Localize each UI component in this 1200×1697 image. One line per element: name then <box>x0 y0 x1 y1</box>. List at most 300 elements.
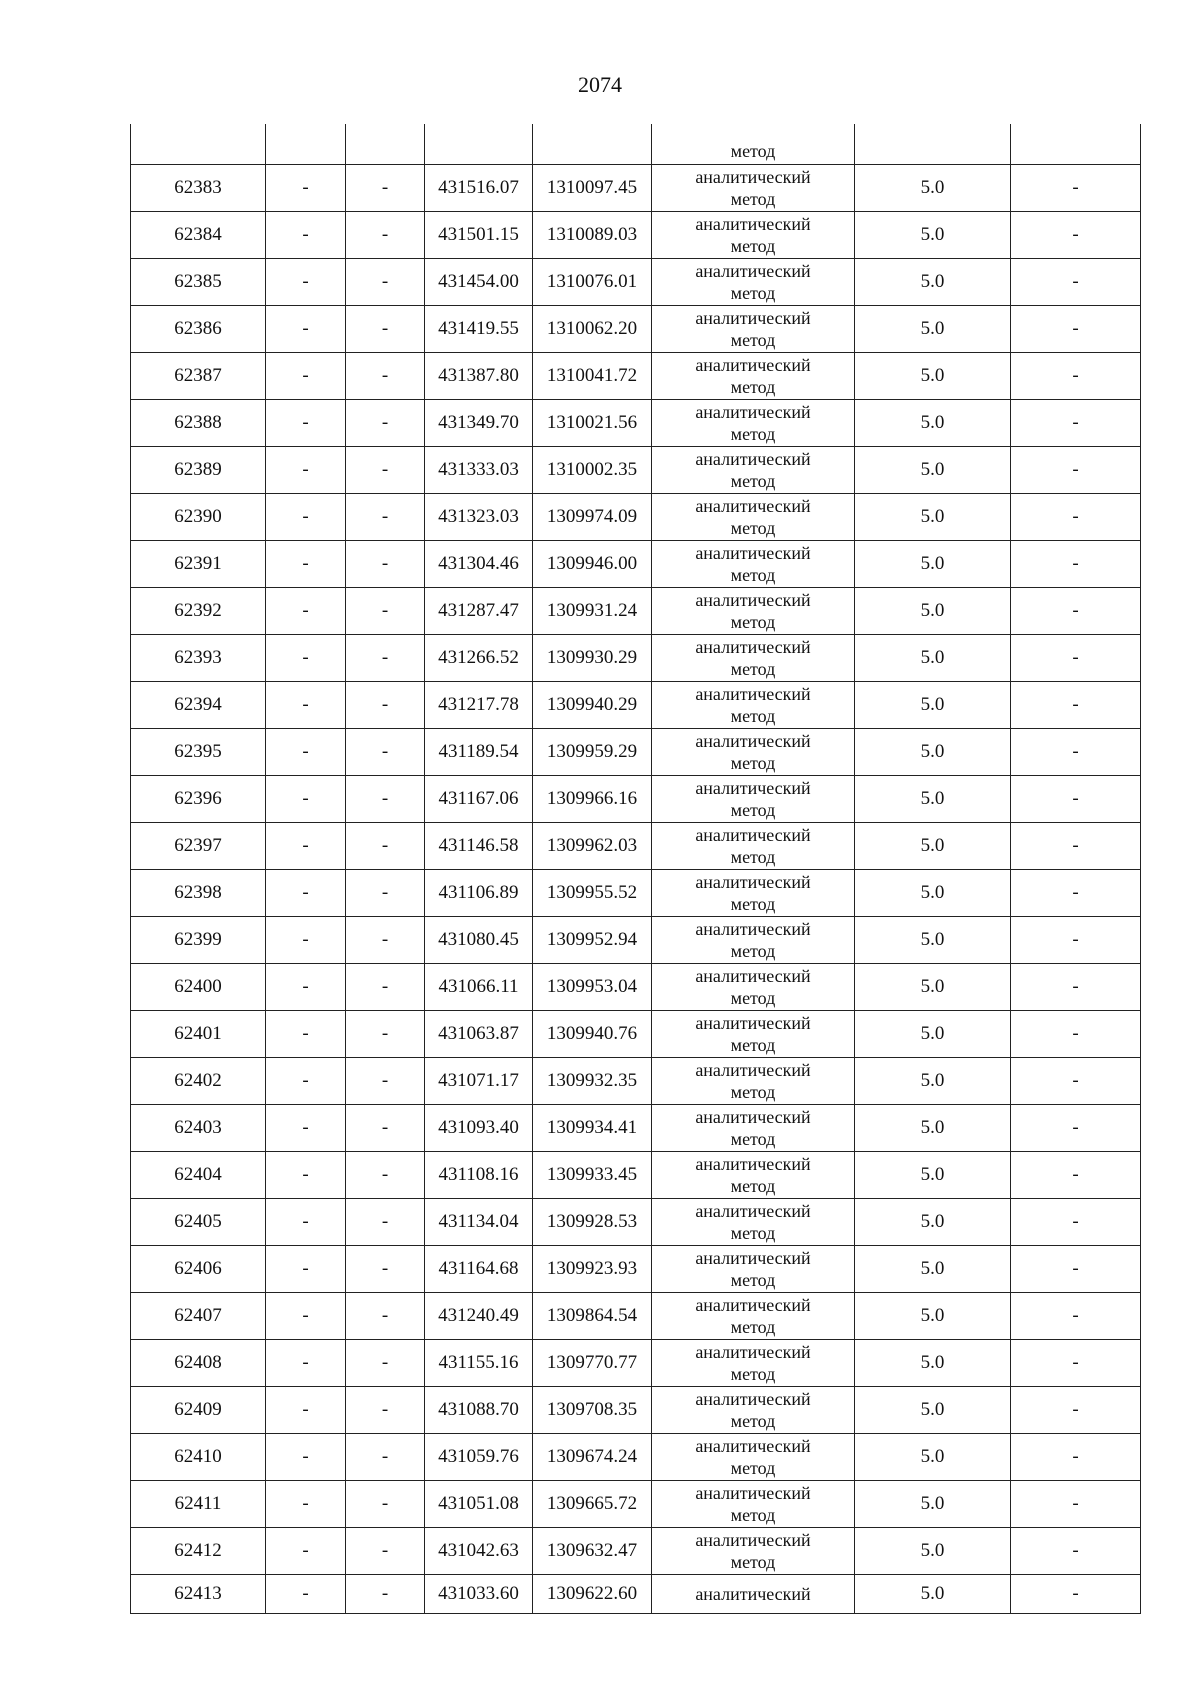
cell-x: 431419.55 <box>425 306 533 353</box>
cell-x: 431164.68 <box>425 1246 533 1293</box>
cell-note: - <box>1011 964 1141 1011</box>
cell-y: 1309940.76 <box>533 1011 652 1058</box>
cell-c2: - <box>266 1434 346 1481</box>
cell-x: 431093.40 <box>425 1105 533 1152</box>
cell-id: 62412 <box>131 1528 266 1575</box>
cell-note: - <box>1011 1011 1141 1058</box>
cell-method <box>652 964 855 1011</box>
cell-y: 1309864.54 <box>533 1293 652 1340</box>
cell-c2: - <box>266 1528 346 1575</box>
method-line-1: аналитический <box>695 684 811 704</box>
method-line-1: аналитический <box>695 496 811 516</box>
cell-c3: - <box>346 1011 425 1058</box>
method-line-2: метод <box>730 236 776 256</box>
coordinates-table <box>130 124 1141 1614</box>
cell-c3: - <box>346 165 425 212</box>
cell-c3: - <box>346 1105 425 1152</box>
method-line-2: метод <box>730 1364 776 1384</box>
table-row <box>131 870 1141 917</box>
cell-id: 62389 <box>131 447 266 494</box>
cell-id: 62395 <box>131 729 266 776</box>
cell-c2: - <box>266 447 346 494</box>
table-row <box>131 1528 1141 1575</box>
method-line-1: аналитический <box>695 637 811 657</box>
cell-c2: - <box>266 870 346 917</box>
cell-c3: - <box>346 259 425 306</box>
cell-accuracy: 5.0 <box>855 729 1011 776</box>
cell-method <box>652 212 855 259</box>
cell-x <box>425 124 533 165</box>
method-line-1: аналитический <box>695 1060 811 1080</box>
method-line-1: аналитический <box>695 261 811 281</box>
cell-accuracy: 5.0 <box>855 212 1011 259</box>
method-line-2: метод <box>730 1411 776 1431</box>
cell-c3: - <box>346 212 425 259</box>
cell-id: 62390 <box>131 494 266 541</box>
table-row <box>131 1152 1141 1199</box>
cell-c2: - <box>266 1105 346 1152</box>
cell-note: - <box>1011 823 1141 870</box>
cell-accuracy: 5.0 <box>855 1011 1011 1058</box>
method-line-2: метод <box>730 565 776 585</box>
method-line-1: аналитический <box>695 355 811 375</box>
method-line-2: метод <box>730 612 776 632</box>
cell-note: - <box>1011 776 1141 823</box>
cell-id: 62408 <box>131 1340 266 1387</box>
cell-y: 1310002.35 <box>533 447 652 494</box>
cell-note: - <box>1011 259 1141 306</box>
cell-method: метод <box>652 124 855 165</box>
cell-y: 1309959.29 <box>533 729 652 776</box>
table-row <box>131 1481 1141 1528</box>
table-row <box>131 682 1141 729</box>
table-row <box>131 729 1141 776</box>
cell-accuracy: 5.0 <box>855 1481 1011 1528</box>
cell-y <box>533 124 652 165</box>
cell-y: 1309952.94 <box>533 917 652 964</box>
table-row <box>131 1058 1141 1105</box>
method-line-2: метод <box>730 1129 776 1149</box>
cell-x: 431059.76 <box>425 1434 533 1481</box>
cell-c2: - <box>266 917 346 964</box>
cell-id: 62409 <box>131 1387 266 1434</box>
cell-note: - <box>1011 306 1141 353</box>
cell-id: 62393 <box>131 635 266 682</box>
cell-id: 62386 <box>131 306 266 353</box>
cell-c2: - <box>266 964 346 1011</box>
cell-y: 1310021.56 <box>533 400 652 447</box>
method-line-2: метод <box>730 988 776 1008</box>
cell-y: 1309665.72 <box>533 1481 652 1528</box>
cell-x: 431042.63 <box>425 1528 533 1575</box>
cell-id: 62391 <box>131 541 266 588</box>
cell-c2: - <box>266 823 346 870</box>
cell-x: 431189.54 <box>425 729 533 776</box>
cell-id: 62401 <box>131 1011 266 1058</box>
cell-note: - <box>1011 917 1141 964</box>
cell-y: 1309930.29 <box>533 635 652 682</box>
cell-y: 1309974.09 <box>533 494 652 541</box>
cell-id: 62407 <box>131 1293 266 1340</box>
table-row <box>131 1434 1141 1481</box>
cell-id: 62404 <box>131 1152 266 1199</box>
cell-method <box>652 635 855 682</box>
cell-method <box>652 1340 855 1387</box>
table-row <box>131 494 1141 541</box>
method-line-1: аналитический <box>695 1201 811 1221</box>
table-row <box>131 212 1141 259</box>
cell-method <box>652 1152 855 1199</box>
table-row <box>131 306 1141 353</box>
cell-c3: - <box>346 823 425 870</box>
cell-y: 1309622.60 <box>533 1575 652 1614</box>
cell-accuracy: 5.0 <box>855 494 1011 541</box>
cell-note: - <box>1011 1246 1141 1293</box>
cell-accuracy: 5.0 <box>855 870 1011 917</box>
cell-c3: - <box>346 1246 425 1293</box>
cell-accuracy: 5.0 <box>855 400 1011 447</box>
cell-y: 1309966.16 <box>533 776 652 823</box>
cell-method <box>652 1199 855 1246</box>
cell-c3: - <box>346 400 425 447</box>
cell-c3: - <box>346 447 425 494</box>
table-row <box>131 588 1141 635</box>
cell-x: 431516.07 <box>425 165 533 212</box>
cell-x: 431108.16 <box>425 1152 533 1199</box>
cell-id <box>131 124 266 165</box>
cell-method <box>652 1481 855 1528</box>
cell-accuracy: 5.0 <box>855 1434 1011 1481</box>
method-line-2: метод <box>730 424 776 444</box>
method-line-1: аналитический <box>695 1248 811 1268</box>
cell-accuracy: 5.0 <box>855 353 1011 400</box>
method-line-2: метод <box>730 1505 776 1525</box>
cell-note: - <box>1011 588 1141 635</box>
cell-accuracy: 5.0 <box>855 259 1011 306</box>
cell-c3: - <box>346 729 425 776</box>
cell-method <box>652 1058 855 1105</box>
method-line-2: метод <box>730 1082 776 1102</box>
cell-accuracy: 5.0 <box>855 776 1011 823</box>
cell-c2: - <box>266 165 346 212</box>
table-row <box>131 635 1141 682</box>
method-line-2: метод <box>730 1176 776 1196</box>
cell-note: - <box>1011 1434 1141 1481</box>
cell-accuracy: 5.0 <box>855 1575 1011 1614</box>
cell-accuracy: 5.0 <box>855 447 1011 494</box>
cell-c2: - <box>266 1575 346 1614</box>
cell-c2: - <box>266 588 346 635</box>
cell-note: - <box>1011 1575 1141 1614</box>
cell-y: 1309940.29 <box>533 682 652 729</box>
table-row <box>131 1340 1141 1387</box>
cell-method <box>652 306 855 353</box>
table-row <box>131 447 1141 494</box>
cell-y: 1310097.45 <box>533 165 652 212</box>
cell-c2: - <box>266 259 346 306</box>
cell-y: 1309931.24 <box>533 588 652 635</box>
cell-note: - <box>1011 1387 1141 1434</box>
cell-c2: - <box>266 212 346 259</box>
cell-accuracy: 5.0 <box>855 1293 1011 1340</box>
cell-y: 1309770.77 <box>533 1340 652 1387</box>
cell-id: 62387 <box>131 353 266 400</box>
cell-c3: - <box>346 1387 425 1434</box>
table-row <box>131 400 1141 447</box>
method-line-2: метод <box>730 518 776 538</box>
cell-note: - <box>1011 353 1141 400</box>
method-line-1: аналитический <box>695 731 811 751</box>
cell-note <box>1011 124 1141 165</box>
cell-x: 431146.58 <box>425 823 533 870</box>
cell-id: 62383 <box>131 165 266 212</box>
method-line-1: аналитический <box>695 1342 811 1362</box>
method-line-1: аналитический <box>695 1295 811 1315</box>
cell-note: - <box>1011 729 1141 776</box>
cell-c2: - <box>266 1481 346 1528</box>
method-line-1: аналитический <box>695 778 811 798</box>
cell-y: 1309933.45 <box>533 1152 652 1199</box>
cell-c3: - <box>346 776 425 823</box>
cell-method <box>652 1575 855 1614</box>
cell-c3: - <box>346 964 425 1011</box>
cell-y: 1309953.04 <box>533 964 652 1011</box>
cell-c2: - <box>266 1246 346 1293</box>
cell-note: - <box>1011 1058 1141 1105</box>
cell-method <box>652 447 855 494</box>
continuation-row <box>131 124 1141 165</box>
cell-note: - <box>1011 1481 1141 1528</box>
cell-method <box>652 1105 855 1152</box>
cell-note: - <box>1011 165 1141 212</box>
cell-c2: - <box>266 400 346 447</box>
method-line-2: метод <box>730 189 776 209</box>
method-line-1: аналитический <box>695 919 811 939</box>
cell-note: - <box>1011 1293 1141 1340</box>
cell-x: 431287.47 <box>425 588 533 635</box>
method-line-1: аналитический <box>695 1013 811 1033</box>
cell-method <box>652 776 855 823</box>
cell-y: 1310062.20 <box>533 306 652 353</box>
method-line-1: аналитический <box>695 1483 811 1503</box>
cell-accuracy: 5.0 <box>855 306 1011 353</box>
cell-y: 1309674.24 <box>533 1434 652 1481</box>
cell-id: 62411 <box>131 1481 266 1528</box>
cell-accuracy: 5.0 <box>855 1105 1011 1152</box>
cell-x: 431051.08 <box>425 1481 533 1528</box>
cell-x: 431323.03 <box>425 494 533 541</box>
cell-x: 431088.70 <box>425 1387 533 1434</box>
cell-accuracy <box>855 124 1011 165</box>
cell-y: 1309934.41 <box>533 1105 652 1152</box>
cell-note: - <box>1011 1340 1141 1387</box>
cell-c2: - <box>266 494 346 541</box>
method-line-1: аналитический <box>695 308 811 328</box>
cell-c2: - <box>266 306 346 353</box>
cell-y: 1309946.00 <box>533 541 652 588</box>
cell-id: 62403 <box>131 1105 266 1152</box>
cell-id: 62397 <box>131 823 266 870</box>
cell-c2: - <box>266 682 346 729</box>
table-row <box>131 353 1141 400</box>
cell-note: - <box>1011 682 1141 729</box>
cell-method <box>652 165 855 212</box>
cell-y: 1309923.93 <box>533 1246 652 1293</box>
method-line-1: аналитический <box>695 872 811 892</box>
cell-method <box>652 494 855 541</box>
table-row <box>131 1575 1141 1614</box>
cell-x: 431155.16 <box>425 1340 533 1387</box>
table-row <box>131 1293 1141 1340</box>
cell-note: - <box>1011 870 1141 917</box>
cell-x: 431063.87 <box>425 1011 533 1058</box>
cell-accuracy: 5.0 <box>855 1152 1011 1199</box>
table-row <box>131 259 1141 306</box>
method-line-2: метод <box>730 1035 776 1055</box>
cell-accuracy: 5.0 <box>855 1340 1011 1387</box>
cell-method <box>652 729 855 776</box>
cell-note: - <box>1011 541 1141 588</box>
cell-id: 62394 <box>131 682 266 729</box>
method-line-2: метод <box>730 283 776 303</box>
cell-id: 62413 <box>131 1575 266 1614</box>
table-row <box>131 1246 1141 1293</box>
method-line-1: аналитический <box>695 402 811 422</box>
cell-c2: - <box>266 1293 346 1340</box>
cell-y: 1310076.01 <box>533 259 652 306</box>
table-row <box>131 165 1141 212</box>
cell-note: - <box>1011 400 1141 447</box>
cell-method <box>652 823 855 870</box>
method-line-1: аналитический <box>695 590 811 610</box>
cell-id: 62402 <box>131 1058 266 1105</box>
method-line-1: аналитический <box>695 966 811 986</box>
cell-c3: - <box>346 1528 425 1575</box>
method-line-1: аналитический <box>695 1584 811 1604</box>
method-line-2: метод <box>730 330 776 350</box>
cell-x: 431304.46 <box>425 541 533 588</box>
method-line-1: аналитический <box>695 1154 811 1174</box>
cell-y: 1310041.72 <box>533 353 652 400</box>
cell-method <box>652 588 855 635</box>
cell-x: 431349.70 <box>425 400 533 447</box>
cell-accuracy: 5.0 <box>855 635 1011 682</box>
cell-x: 431066.11 <box>425 964 533 1011</box>
method-line-1: аналитический <box>695 167 811 187</box>
cell-c3: - <box>346 1293 425 1340</box>
table-body <box>131 124 1141 1614</box>
cell-y: 1310089.03 <box>533 212 652 259</box>
method-line-1: аналитический <box>695 825 811 845</box>
cell-c3: - <box>346 1340 425 1387</box>
cell-method <box>652 541 855 588</box>
cell-id: 62396 <box>131 776 266 823</box>
cell-c3: - <box>346 635 425 682</box>
method-line-2: метод <box>730 1270 776 1290</box>
cell-note: - <box>1011 1152 1141 1199</box>
cell-c2 <box>266 124 346 165</box>
cell-note: - <box>1011 212 1141 259</box>
cell-method <box>652 259 855 306</box>
cell-x: 431387.80 <box>425 353 533 400</box>
cell-note: - <box>1011 1105 1141 1152</box>
cell-note: - <box>1011 1528 1141 1575</box>
method-line-2: метод <box>730 1552 776 1572</box>
table-row <box>131 964 1141 1011</box>
method-line-1: аналитический <box>695 1436 811 1456</box>
page-number: 2074 <box>578 72 622 97</box>
cell-c2: - <box>266 1199 346 1246</box>
cell-method <box>652 1246 855 1293</box>
cell-c2: - <box>266 1011 346 1058</box>
cell-c2: - <box>266 541 346 588</box>
cell-accuracy: 5.0 <box>855 823 1011 870</box>
cell-method <box>652 1387 855 1434</box>
cell-accuracy: 5.0 <box>855 964 1011 1011</box>
cell-id: 62385 <box>131 259 266 306</box>
cell-c2: - <box>266 353 346 400</box>
cell-method <box>652 870 855 917</box>
cell-accuracy: 5.0 <box>855 1058 1011 1105</box>
cell-c3: - <box>346 1058 425 1105</box>
cell-x: 431134.04 <box>425 1199 533 1246</box>
cell-method <box>652 1528 855 1575</box>
cell-c2: - <box>266 776 346 823</box>
cell-c3: - <box>346 1199 425 1246</box>
cell-c3: - <box>346 588 425 635</box>
cell-x: 431217.78 <box>425 682 533 729</box>
table-row <box>131 1105 1141 1152</box>
cell-method <box>652 1011 855 1058</box>
cell-id: 62406 <box>131 1246 266 1293</box>
cell-c3: - <box>346 1575 425 1614</box>
method-line-1: аналитический <box>695 1107 811 1127</box>
method-line-2: метод <box>730 659 776 679</box>
cell-accuracy: 5.0 <box>855 541 1011 588</box>
table-row <box>131 1387 1141 1434</box>
cell-c2: - <box>266 1387 346 1434</box>
table-row <box>131 541 1141 588</box>
cell-method <box>652 1293 855 1340</box>
cell-y: 1309962.03 <box>533 823 652 870</box>
cell-x: 431240.49 <box>425 1293 533 1340</box>
cell-c3 <box>346 124 425 165</box>
cell-c3: - <box>346 541 425 588</box>
cell-c2: - <box>266 1340 346 1387</box>
cell-x: 431266.52 <box>425 635 533 682</box>
table-row <box>131 917 1141 964</box>
cell-id: 62398 <box>131 870 266 917</box>
method-line-2: метод <box>730 941 776 961</box>
cell-x: 431454.00 <box>425 259 533 306</box>
cell-note: - <box>1011 1199 1141 1246</box>
cell-accuracy: 5.0 <box>855 682 1011 729</box>
method-line-2: метод <box>730 1317 776 1337</box>
cell-x: 431501.15 <box>425 212 533 259</box>
cell-accuracy: 5.0 <box>855 1246 1011 1293</box>
method-line-2: метод <box>730 847 776 867</box>
cell-id: 62388 <box>131 400 266 447</box>
cell-c3: - <box>346 917 425 964</box>
cell-x: 431333.03 <box>425 447 533 494</box>
cell-y: 1309632.47 <box>533 1528 652 1575</box>
cell-x: 431106.89 <box>425 870 533 917</box>
cell-x: 431033.60 <box>425 1575 533 1614</box>
table-row <box>131 1011 1141 1058</box>
method-line-1: аналитический <box>695 1389 811 1409</box>
cell-note: - <box>1011 494 1141 541</box>
method-line-2: метод <box>730 706 776 726</box>
